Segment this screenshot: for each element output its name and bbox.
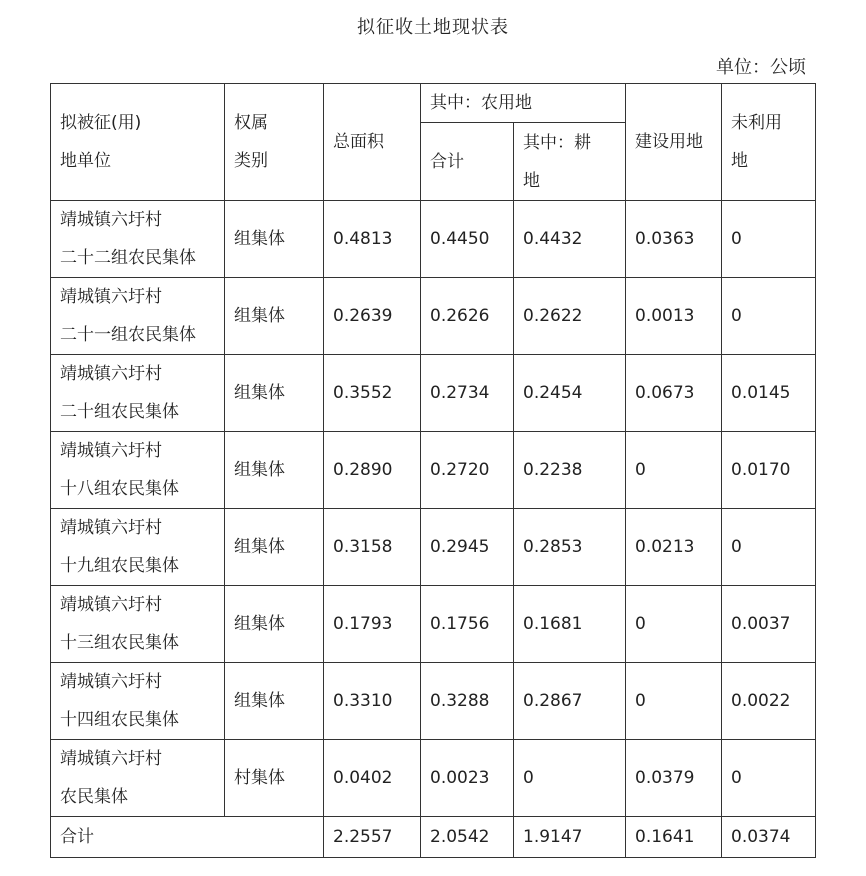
cell-arable: 0.2454 [514,355,626,432]
cell-total-area: 0.2639 [324,278,421,355]
cell-construction: 0.0379 [626,740,722,817]
cell-total-area: 0.1793 [324,586,421,663]
cell-unused: 0 [722,509,816,586]
cell-ownership-type: 组集体 [225,201,324,278]
cell-construction: 0 [626,432,722,509]
cell-agri-total: 0.2720 [421,432,514,509]
table-row [51,355,816,432]
cell-unit-name [51,663,225,740]
cell-unused: 0.0170 [722,432,816,509]
table-row [51,586,816,663]
cell-total-area: 0.2890 [324,432,421,509]
cell-ownership-type: 组集体 [225,663,324,740]
header-unit-name [51,84,225,201]
totals-unused: 0.0374 [722,817,816,858]
table-row [51,278,816,355]
cell-unused: 0.0022 [722,663,816,740]
cell-ownership-type: 组集体 [225,509,324,586]
cell-agri-total: 0.1756 [421,586,514,663]
cell-ownership-type: 村集体 [225,740,324,817]
cell-agri-total: 0.3288 [421,663,514,740]
header-ownership-line2: 类别 [234,151,268,171]
cell-unused: 0.0145 [722,355,816,432]
header-unused-line1: 未利用 [731,113,782,133]
cell-unit-name-line1: 靖城镇六圩村 [60,518,162,538]
totals-row [51,817,816,858]
cell-ownership-type: 组集体 [225,278,324,355]
cell-total-area: 0.3310 [324,663,421,740]
table-header [51,84,816,201]
cell-agri-total: 0.2626 [421,278,514,355]
cell-construction: 0 [626,663,722,740]
cell-construction: 0 [626,586,722,663]
cell-unit-name-line1: 靖城镇六圩村 [60,672,162,692]
header-unit-name-line1: 拟被征(用) [60,113,142,133]
cell-arable: 0.2853 [514,509,626,586]
cell-unit-name-line2: 二十组农民集体 [60,402,179,422]
cell-unit-name-line2: 十三组农民集体 [60,633,179,653]
header-arable-line2: 地 [523,170,540,191]
header-construction: 建设用地 [626,84,722,201]
table-row [51,509,816,586]
cell-unit-name-line1: 靖城镇六圩村 [60,441,162,461]
cell-total-area: 0.0402 [324,740,421,817]
cell-unused: 0.0037 [722,586,816,663]
table-row [51,201,816,278]
cell-unit-name-line1: 靖城镇六圩村 [60,287,162,307]
header-unused [722,84,816,201]
header-ownership [225,84,324,201]
cell-unit-name-line2: 十九组农民集体 [60,556,179,576]
cell-unit-name [51,355,225,432]
cell-construction: 0.0673 [626,355,722,432]
cell-construction: 0.0013 [626,278,722,355]
header-ownership-line1: 权属 [234,113,268,133]
cell-unit-name-line2: 二十二组农民集体 [60,248,196,268]
totals-agri: 2.0542 [421,817,514,858]
unit-label: 单位：公顷 [716,57,806,78]
cell-unit-name [51,432,225,509]
totals-label: 合计 [51,817,324,858]
table-row [51,663,816,740]
cell-unit-name-line1: 靖城镇六圩村 [60,595,162,615]
cell-unit-name-line2: 二十一组农民集体 [60,325,196,345]
table-body [51,201,816,817]
header-arable [514,123,626,201]
cell-total-area: 0.4813 [324,201,421,278]
cell-unused: 0 [722,201,816,278]
cell-total-area: 0.3158 [324,509,421,586]
cell-unit-name [51,278,225,355]
table-row [51,740,816,817]
cell-agri-total: 0.2945 [421,509,514,586]
cell-unit-name-line1: 靖城镇六圩村 [60,364,162,384]
cell-unit-name [51,201,225,278]
cell-ownership-type: 组集体 [225,432,324,509]
totals-arable: 1.9147 [514,817,626,858]
cell-arable: 0.2622 [514,278,626,355]
header-total-area: 总面积 [324,84,421,201]
header-arable-line1: 其中：耕 [523,132,591,153]
cell-unit-name-line1: 靖城镇六圩村 [60,210,162,230]
header-agri-group: 其中：农用地 [421,84,626,123]
cell-agri-total: 0.0023 [421,740,514,817]
cell-unit-name-line2: 农民集体 [60,787,128,807]
cell-ownership-type: 组集体 [225,355,324,432]
header-unit-name-line2: 地单位 [60,151,111,171]
cell-construction: 0.0213 [626,509,722,586]
table-footer [51,817,816,858]
cell-arable: 0.4432 [514,201,626,278]
header-unused-line2: 地 [731,151,748,171]
cell-unit-name [51,586,225,663]
page-title: 拟征收土地现状表 [357,17,509,38]
cell-agri-total: 0.2734 [421,355,514,432]
cell-arable: 0.1681 [514,586,626,663]
cell-unit-name-line2: 十八组农民集体 [60,479,179,499]
cell-unused: 0 [722,740,816,817]
cell-ownership-type: 组集体 [225,586,324,663]
cell-unit-name-line1: 靖城镇六圩村 [60,749,162,769]
cell-arable: 0 [514,740,626,817]
cell-arable: 0.2867 [514,663,626,740]
cell-unused: 0 [722,278,816,355]
header-agri-total: 合计 [421,123,514,201]
table-row [51,432,816,509]
cell-agri-total: 0.4450 [421,201,514,278]
totals-total-area: 2.2557 [324,817,421,858]
cell-construction: 0.0363 [626,201,722,278]
land-status-table [50,83,816,858]
cell-unit-name [51,509,225,586]
cell-arable: 0.2238 [514,432,626,509]
totals-construction: 0.1641 [626,817,722,858]
cell-unit-name-line2: 十四组农民集体 [60,710,179,730]
cell-unit-name [51,740,225,817]
cell-total-area: 0.3552 [324,355,421,432]
